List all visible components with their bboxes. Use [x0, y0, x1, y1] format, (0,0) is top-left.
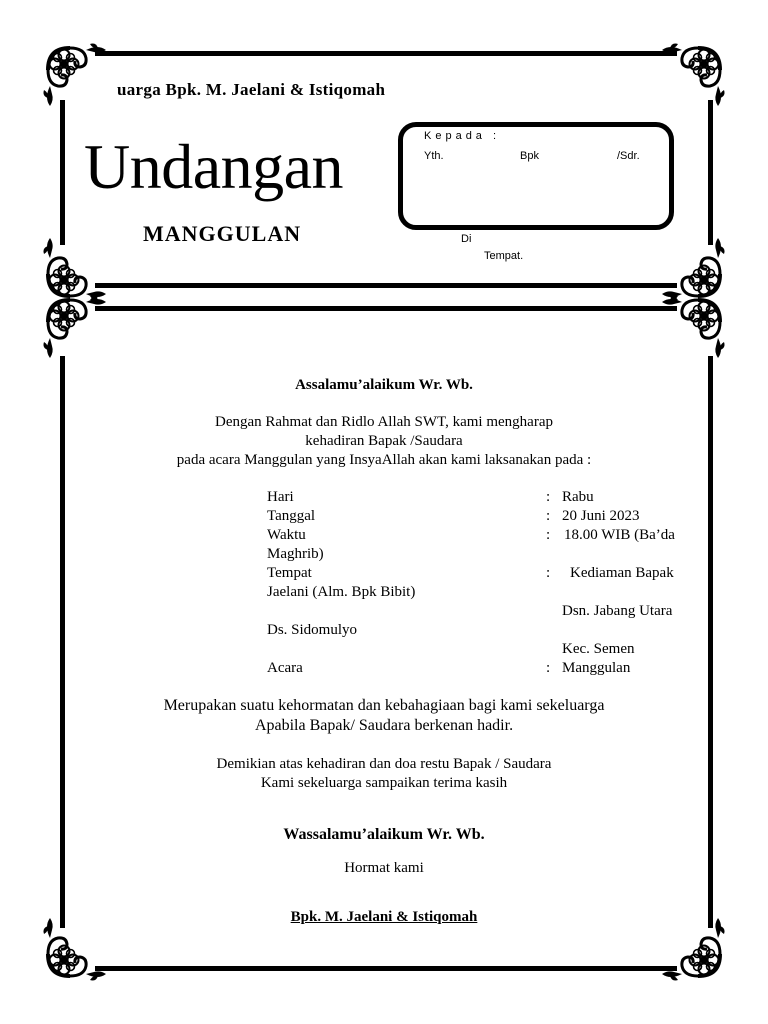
detail-label-hari: Hari: [267, 489, 294, 505]
detail-label-acara: Acara: [267, 660, 303, 676]
intro-line-1: Dengan Rahmat dan Ridlo Allah SWT, kami mengharap: [215, 414, 553, 430]
regards: Hormat kami: [344, 860, 424, 876]
detail-value-acara: Manggulan: [562, 660, 631, 676]
detail-colon: :: [546, 489, 551, 505]
top-frame-border-right: [708, 100, 713, 245]
recipient-tempat-label: Tempat.: [484, 250, 524, 262]
detail-value-tempat-cont-4: Kec. Semen: [562, 641, 635, 657]
detail-value-tanggal: 20 Juni 2023: [562, 508, 640, 524]
detail-colon: :: [546, 527, 551, 543]
signature-name: Bpk. M. Jaelani & Istiqomah: [290, 909, 478, 925]
detail-value-hari: Rabu: [562, 489, 594, 505]
honor-line-2: Apabila Bapak/ Saudara berkenan hadir.: [254, 717, 514, 734]
detail-value-tempat-cont-1: Jaelani (Alm. Bpk Bibit): [267, 584, 416, 600]
top-frame-border-bottom: [95, 283, 677, 288]
detail-colon: :: [546, 565, 551, 581]
detail-label-waktu: Waktu: [267, 527, 306, 543]
detail-label-tanggal: Tanggal: [267, 508, 316, 524]
recipient-bpk-label: Bpk: [520, 150, 539, 162]
recipient-di-label: Di: [461, 233, 472, 245]
floral-corner-ornament-icon: [40, 292, 112, 364]
detail-value-tempat: Kediaman Bapak: [570, 565, 674, 581]
signature: [90, 908, 678, 927]
family-header-line: uarga Bpk. M. Jaelani & Istiqomah: [117, 80, 386, 99]
farewell: Wassalamu’alaikum Wr. Wb.: [283, 826, 485, 843]
detail-colon: :: [546, 508, 551, 524]
bottom-frame-border-top: [95, 306, 677, 311]
floral-corner-ornament-icon: [40, 40, 112, 112]
recipient-sdr-label: /Sdr.: [617, 150, 640, 162]
recipient-kepada-label: Kepada :: [424, 130, 501, 142]
detail-colon: :: [546, 660, 551, 676]
top-frame-border-left: [60, 100, 65, 245]
bottom-frame-border-left: [60, 356, 65, 928]
honor-line-1: Merupakan suatu kehormatan dan kebahagiaan bagi kami sekeluarga: [163, 697, 605, 714]
detail-value-tempat-cont-2: Dsn. Jabang Utara: [562, 603, 673, 619]
detail-value-waktu-cont: Maghrib): [267, 546, 324, 562]
bottom-frame-border-right: [708, 356, 713, 928]
page-title: Undangan: [84, 131, 344, 202]
greeting: Assalamu’alaikum Wr. Wb.: [295, 377, 473, 393]
closing-line-2: Kami sekeluarga sampaikan terima kasih: [260, 775, 508, 791]
detail-label-tempat: Tempat: [267, 565, 312, 581]
detail-value-tempat-cont-3: Ds. Sidomulyo: [267, 622, 358, 638]
floral-corner-ornament-icon: [656, 292, 728, 364]
intro-line-2: kehadiran Bapak /Saudara: [305, 433, 463, 449]
detail-value-waktu: 18.00 WIB (Ba’da: [564, 527, 675, 543]
recipient-yth-label: Yth.: [424, 150, 444, 162]
floral-corner-ornament-icon: [656, 40, 728, 112]
event-subtitle: MANGGULAN: [143, 221, 302, 246]
intro-line-3: pada acara Manggulan yang InsyaAllah akan kami laksanakan pada :: [176, 452, 592, 468]
bottom-frame-border-bottom: [95, 966, 677, 971]
closing-line-1: Demikian atas kehadiran dan doa restu Bapak / Saudara: [216, 756, 552, 772]
top-frame-border-top: [95, 51, 677, 56]
